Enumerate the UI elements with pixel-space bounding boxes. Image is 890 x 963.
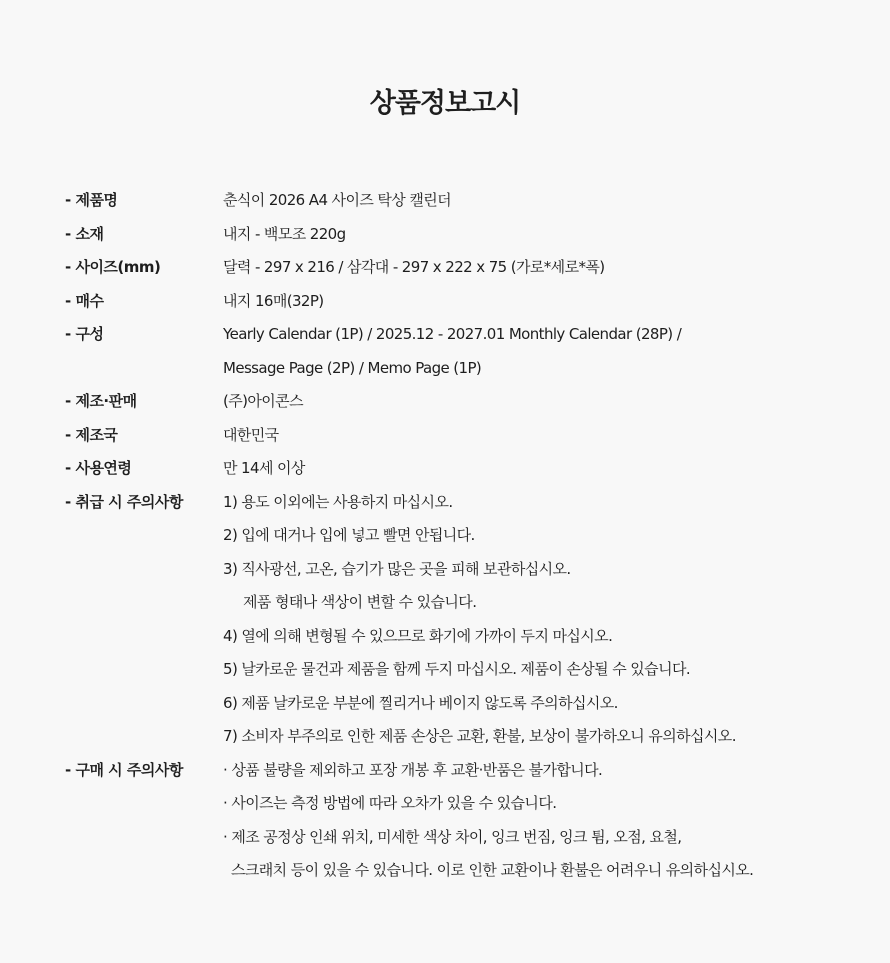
row-label: - 소재 (65, 224, 104, 243)
row-value (223, 318, 865, 385)
value-line: 2) 입에 대거나 입에 넣고 빨면 안됩니다. (223, 526, 475, 544)
value-line: Message Page (2P) / Memo Page (1P) (223, 358, 482, 377)
info-row-age (65, 452, 865, 486)
row-value (223, 486, 865, 754)
value-line: 5) 날카로운 물건과 제품을 함께 두지 마십시오. 제품이 손상될 수 있습니다. (223, 660, 691, 678)
row-label: - 제조·판매 (65, 392, 137, 410)
info-row-product-name (65, 184, 865, 218)
value-line: 대한민국 (223, 425, 279, 444)
value-line: 스크래치 등이 있을 수 있습니다. 이로 인한 교환이나 환불은 어려우니 유의하십시오. (231, 861, 754, 879)
info-row-size (65, 251, 865, 285)
row-label: - 구매 시 주의사항 (65, 760, 183, 779)
value-line: 제품 형태나 색상이 변할 수 있습니다. (243, 593, 477, 611)
row-label: - 구성 (65, 325, 104, 343)
info-row-manufacturer (65, 385, 865, 419)
page-title: 상품정보고시 (369, 88, 521, 119)
value-line: 달력 - 297 x 216 / 삼각대 - 297 x 222 x 75 (가로*세로*폭) (223, 258, 605, 276)
row-value (223, 218, 865, 252)
info-row-handling-cautions (65, 486, 865, 754)
row-label: - 사이즈(mm) (65, 258, 161, 276)
info-row-country (65, 419, 865, 453)
value-line: 7) 소비자 부주의로 인한 제품 손상은 교환, 환불, 보상이 불가하오니 유의하십시오. (223, 727, 736, 745)
info-row-material (65, 218, 865, 252)
row-value (223, 184, 865, 218)
value-line: · 제조 공정상 인쇄 위치, 미세한 색상 차이, 잉크 번짐, 잉크 튐, 오점, 요철, (223, 827, 682, 846)
row-value (223, 385, 865, 419)
info-row-purchase-cautions (65, 754, 865, 888)
row-label: - 취급 시 주의사항 (65, 492, 183, 511)
row-value (223, 419, 865, 453)
value-line: 1) 용도 이외에는 사용하지 마십시오. (223, 492, 453, 511)
value-line: 3) 직사광선, 고온, 습기가 많은 곳을 피해 보관하십시오. (223, 559, 571, 578)
value-line: 만 14세 이상 (223, 459, 305, 477)
value-line: Yearly Calendar (1P) / 2025.12 - 2027.01 Monthly Calendar (28P) / (223, 325, 682, 343)
row-label: - 제품명 (65, 191, 118, 209)
row-label: - 매수 (65, 291, 104, 310)
value-line: · 사이즈는 측정 방법에 따라 오차가 있을 수 있습니다. (223, 794, 557, 812)
value-line: 4) 열에 의해 변형될 수 있으므로 화기에 가까이 두지 마십시오. (223, 626, 613, 645)
info-row-composition (65, 318, 865, 385)
row-label: - 사용연령 (65, 459, 132, 477)
row-value (223, 754, 865, 888)
value-line: 6) 제품 날카로운 부분에 찔리거나 베이지 않도록 주의하십시오. (223, 693, 618, 712)
value-line: (주)아이콘스 (223, 392, 303, 410)
row-label: - 제조국 (65, 425, 118, 444)
value-line: · 상품 불량을 제외하고 포장 개봉 후 교환·반품은 불가합니다. (223, 760, 603, 779)
row-value (223, 452, 865, 486)
row-value (223, 285, 865, 319)
row-value (223, 251, 865, 285)
info-row-sheets (65, 285, 865, 319)
value-line: 내지 16매(32P) (223, 291, 324, 310)
value-line: 춘식이 2026 A4 사이즈 탁상 캘린더 (223, 191, 452, 209)
value-line: 내지 - 백모조 220g (223, 224, 346, 243)
product-info-table (65, 184, 865, 888)
